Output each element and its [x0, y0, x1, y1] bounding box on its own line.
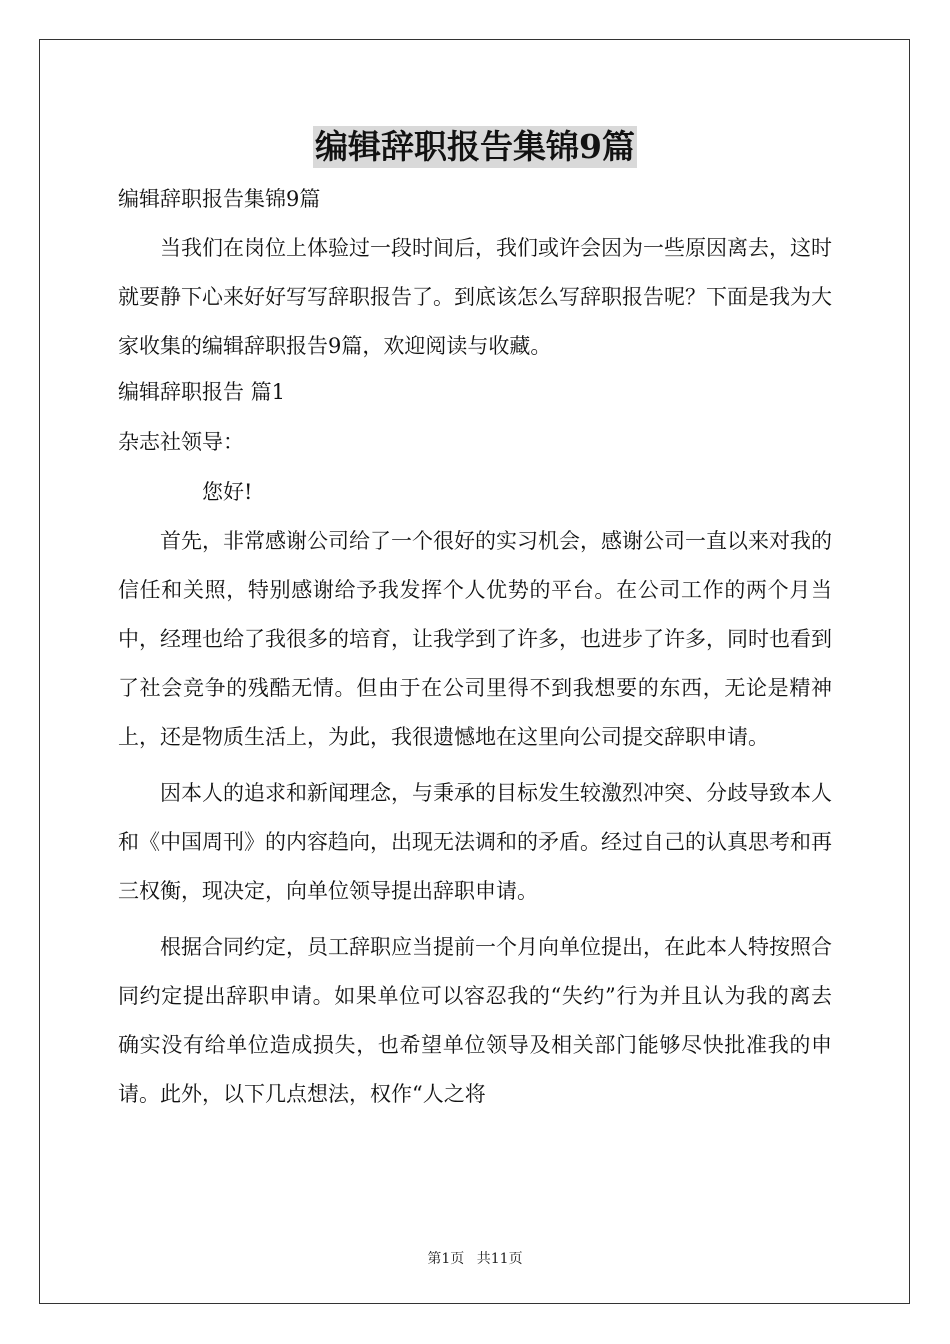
document-title: 编辑辞职报告集锦9篇: [315, 127, 635, 166]
greeting: 您好!: [202, 480, 253, 504]
body-paragraph-3: 根据合同约定，员工辞职应当提前一个月向单位提出，在此本人特按照合同约定提出辞职申请。如果单位可以容忍我的“失约”行为并且认为我的离去确实没有给单位造成损失，也希望单位领导及相关部门能够尽快批准我的申请。此外，以下几点想法，权作“人之将: [118, 935, 832, 1106]
salutation: 杂志社领导：: [118, 430, 244, 454]
body-paragraph-1: 首先，非常感谢公司给了一个很好的实习机会，感谢公司一直以来对我的信任和关照，特别感谢给予我发挥个人优势的平台。在公司工作的两个月当中，经理也给了我很多的培育，让我学到了许多，也进步了许多，同时也看到了社会竞争的残酷无情。但由于在公司里得不到我想要的东西，无论是精神上，还是物质生活上，为此，我很遗憾地在这里向公司提交辞职申请。: [118, 529, 832, 749]
document-body: [118, 178, 832, 1119]
title-container: [0, 126, 950, 168]
intro-paragraph: 当我们在岗位上体验过一段时间后，我们或许会因为一些原因离去，这时就要静下心来好好写写辞职报告了。到底该怎么写辞职报告呢？下面是我为大家收集的编辑辞职报告9篇，欢迎阅读与收藏。: [118, 236, 832, 358]
total-pages: 共11页: [476, 1251, 523, 1267]
section-heading: 编辑辞职报告 篇1: [118, 380, 286, 404]
body-paragraph-2: 因本人的追求和新闻理念，与秉承的目标发生较激烈冲突、分歧导致本人和《中国周刊》的内容趋向，出现无法调和的矛盾。经过自己的认真思考和再三权衡，现决定，向单位领导提出辞职申请。: [118, 781, 832, 903]
page-number: 第1页: [427, 1251, 465, 1267]
page-footer: [0, 1248, 950, 1268]
document-subtitle: 编辑辞职报告集锦9篇: [118, 187, 321, 211]
